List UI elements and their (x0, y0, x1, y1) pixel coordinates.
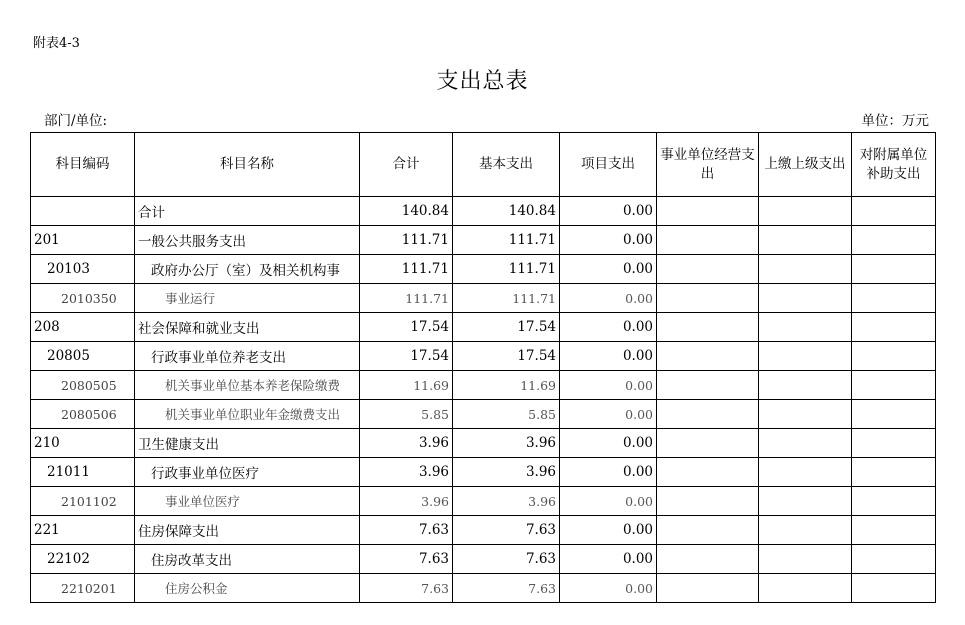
cell-basic: 3.96 (453, 429, 560, 458)
cell-superior (759, 371, 852, 400)
cell-name: 社会保障和就业支出 (135, 313, 360, 342)
cell-superior (759, 342, 852, 371)
cell-project: 0.00 (560, 226, 657, 255)
cell-code: 20805 (31, 342, 135, 371)
unit-label: 单位：万元 (861, 113, 929, 129)
cell-superior (759, 429, 852, 458)
cell-basic: 111.71 (453, 284, 560, 313)
table-row (31, 458, 936, 487)
cell-total: 3.96 (360, 487, 453, 516)
cell-business (657, 400, 759, 429)
cell-project: 0.00 (560, 313, 657, 342)
cell-basic: 7.63 (453, 545, 560, 574)
cell-superior (759, 458, 852, 487)
cell-code: 21011 (31, 458, 135, 487)
cell-code: 20103 (31, 255, 135, 284)
cell-subsidy (852, 342, 936, 371)
cell-subsidy (852, 197, 936, 226)
cell-superior (759, 400, 852, 429)
col-header-superior: 上缴上级支出 (759, 133, 852, 197)
cell-name: 住房保障支出 (135, 516, 360, 545)
cell-subsidy (852, 574, 936, 603)
cell-project: 0.00 (560, 284, 657, 313)
cell-project: 0.00 (560, 545, 657, 574)
cell-project: 0.00 (560, 458, 657, 487)
cell-basic: 140.84 (453, 197, 560, 226)
cell-code: 2080506 (31, 400, 135, 429)
cell-superior (759, 545, 852, 574)
cell-total: 7.63 (360, 545, 453, 574)
cell-project: 0.00 (560, 342, 657, 371)
cell-superior (759, 574, 852, 603)
cell-subsidy (852, 429, 936, 458)
cell-business (657, 458, 759, 487)
col-header-code: 科目编码 (31, 133, 135, 197)
cell-subsidy (852, 255, 936, 284)
cell-business (657, 197, 759, 226)
cell-name: 政府办公厅（室）及相关机构事 (135, 255, 360, 284)
cell-business (657, 255, 759, 284)
cell-basic: 3.96 (453, 487, 560, 516)
table-row (31, 313, 936, 342)
appendix-label: 附表4-3 (33, 36, 80, 51)
table-row (31, 487, 936, 516)
cell-business (657, 516, 759, 545)
cell-subsidy (852, 313, 936, 342)
cell-code: 2210201 (31, 574, 135, 603)
cell-superior (759, 313, 852, 342)
cell-project: 0.00 (560, 516, 657, 545)
cell-subsidy (852, 545, 936, 574)
cell-total: 111.71 (360, 226, 453, 255)
cell-code: 2010350 (31, 284, 135, 313)
cell-business (657, 429, 759, 458)
cell-superior (759, 226, 852, 255)
cell-code: 22102 (31, 545, 135, 574)
table-row (31, 516, 936, 545)
cell-superior (759, 487, 852, 516)
cell-total: 3.96 (360, 429, 453, 458)
cell-business (657, 284, 759, 313)
cell-total: 17.54 (360, 342, 453, 371)
cell-basic: 111.71 (453, 255, 560, 284)
cell-basic: 17.54 (453, 313, 560, 342)
cell-project: 0.00 (560, 371, 657, 400)
cell-name: 行政事业单位养老支出 (135, 342, 360, 371)
cell-basic: 7.63 (453, 574, 560, 603)
cell-subsidy (852, 400, 936, 429)
cell-superior (759, 516, 852, 545)
cell-total: 111.71 (360, 255, 453, 284)
table-row (31, 429, 936, 458)
cell-subsidy (852, 458, 936, 487)
cell-code: 210 (31, 429, 135, 458)
cell-total: 3.96 (360, 458, 453, 487)
cell-name: 一般公共服务支出 (135, 226, 360, 255)
col-header-name: 科目名称 (135, 133, 360, 197)
cell-subsidy (852, 516, 936, 545)
cell-project: 0.00 (560, 574, 657, 603)
cell-code: 2101102 (31, 487, 135, 516)
cell-total: 140.84 (360, 197, 453, 226)
cell-business (657, 313, 759, 342)
cell-code (31, 197, 135, 226)
cell-subsidy (852, 487, 936, 516)
table-row (31, 574, 936, 603)
cell-subsidy (852, 371, 936, 400)
cell-business (657, 342, 759, 371)
cell-superior (759, 255, 852, 284)
cell-basic: 5.85 (453, 400, 560, 429)
table-row (31, 545, 936, 574)
cell-basic: 17.54 (453, 342, 560, 371)
cell-name: 机关事业单位职业年金缴费支出 (135, 400, 360, 429)
cell-code: 2080505 (31, 371, 135, 400)
cell-project: 0.00 (560, 255, 657, 284)
cell-project: 0.00 (560, 429, 657, 458)
page-title: 支出总表 (436, 69, 529, 94)
cell-name: 卫生健康支出 (135, 429, 360, 458)
col-header-basic: 基本支出 (453, 133, 560, 197)
cell-basic: 111.71 (453, 226, 560, 255)
cell-code: 221 (31, 516, 135, 545)
cell-project: 0.00 (560, 487, 657, 516)
cell-basic: 3.96 (453, 458, 560, 487)
expenditure-table (30, 132, 936, 603)
table-row (31, 371, 936, 400)
cell-business (657, 371, 759, 400)
cell-basic: 7.63 (453, 516, 560, 545)
cell-name: 合计 (135, 197, 360, 226)
table-row (31, 342, 936, 371)
cell-name: 住房改革支出 (135, 545, 360, 574)
cell-business (657, 545, 759, 574)
cell-code: 208 (31, 313, 135, 342)
table-row (31, 284, 936, 313)
table-row (31, 226, 936, 255)
cell-total: 5.85 (360, 400, 453, 429)
cell-superior (759, 197, 852, 226)
cell-name: 住房公积金 (135, 574, 360, 603)
department-label: 部门/单位: (44, 113, 108, 129)
table-row (31, 255, 936, 284)
table-body (31, 197, 936, 603)
cell-subsidy (852, 226, 936, 255)
cell-total: 7.63 (360, 516, 453, 545)
cell-business (657, 487, 759, 516)
table-row (31, 400, 936, 429)
cell-project: 0.00 (560, 197, 657, 226)
cell-superior (759, 284, 852, 313)
cell-name: 机关事业单位基本养老保险缴费 (135, 371, 360, 400)
cell-name: 行政事业单位医疗 (135, 458, 360, 487)
cell-name: 事业运行 (135, 284, 360, 313)
col-header-total: 合计 (360, 133, 453, 197)
cell-business (657, 226, 759, 255)
cell-basic: 11.69 (453, 371, 560, 400)
col-header-subsidy: 对附属单位补助支出 (852, 133, 936, 197)
cell-business (657, 574, 759, 603)
cell-subsidy (852, 284, 936, 313)
cell-total: 11.69 (360, 371, 453, 400)
table-row (31, 197, 936, 226)
col-header-project: 项目支出 (560, 133, 657, 197)
cell-total: 111.71 (360, 284, 453, 313)
cell-project: 0.00 (560, 400, 657, 429)
cell-name: 事业单位医疗 (135, 487, 360, 516)
cell-total: 17.54 (360, 313, 453, 342)
table-header-row (31, 133, 936, 197)
cell-code: 201 (31, 226, 135, 255)
cell-total: 7.63 (360, 574, 453, 603)
col-header-business: 事业单位经营支出 (657, 133, 759, 197)
